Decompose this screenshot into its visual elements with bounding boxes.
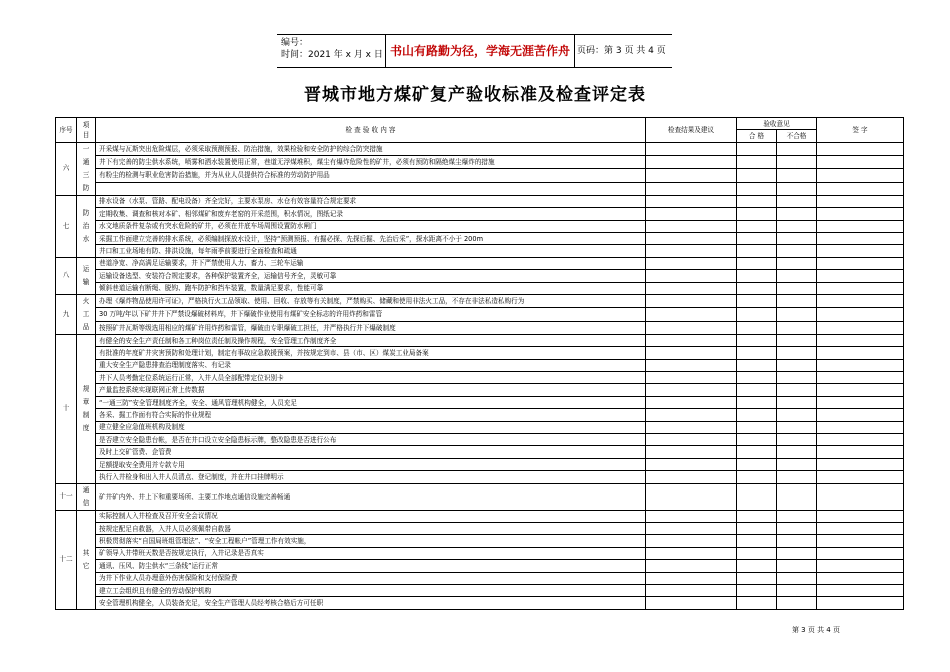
- fail-cell: [777, 270, 817, 282]
- col-seq-header: 序号: [56, 118, 77, 143]
- table-row: [56, 270, 904, 282]
- section-item: 通信: [77, 483, 96, 510]
- result-cell: [646, 359, 737, 371]
- pass-cell: [737, 597, 777, 609]
- fail-cell: [777, 232, 817, 244]
- inspection-content: 有批准的年度矿井灾害预防和处理计划，制定有事故应急救援预案，并按规定到市、县（市、区）煤炭工业局备案: [96, 347, 646, 359]
- pass-cell: [737, 434, 777, 446]
- table-row: [56, 334, 904, 346]
- fail-cell: [777, 208, 817, 220]
- result-cell: [646, 396, 737, 408]
- sign-cell: [817, 334, 904, 346]
- sign-cell: [817, 142, 904, 155]
- result-cell: [646, 510, 737, 522]
- result-cell: [646, 434, 737, 446]
- pass-cell: [737, 142, 777, 155]
- inspection-content: 通讯、压风、防尘供水“三条线”运行正常: [96, 560, 646, 572]
- pass-cell: [737, 471, 777, 483]
- sign-cell: [817, 347, 904, 359]
- result-cell: [646, 547, 737, 559]
- result-cell: [646, 471, 737, 483]
- result-cell: [646, 483, 737, 510]
- inspection-content: 水文地质条件复杂或有突水危险的矿井，必须在井底车场周围设置防水闸门: [96, 220, 646, 232]
- inspection-content: 运输设备选型、安装符合规定要求，各种保护装置齐全，运输信号齐全，灵敏可靠: [96, 270, 646, 282]
- sign-cell: [817, 396, 904, 408]
- col-pass-header: 合 格: [737, 130, 777, 142]
- fail-cell: [777, 396, 817, 408]
- result-cell: [646, 257, 737, 269]
- result-cell: [646, 208, 737, 220]
- sign-cell: [817, 458, 904, 470]
- inspection-content: 有粉尘的检测与职业危害防治措施，并为从业人员提供符合标准的劳动防护用品: [96, 169, 646, 182]
- result-cell: [646, 535, 737, 547]
- sign-cell: [817, 232, 904, 244]
- pass-cell: [737, 522, 777, 534]
- table-row: [56, 359, 904, 371]
- inspection-content: 井下有完善的防尘供水系统，喷雾和洒水装置使用正常，巷道无浮煤堆积，煤尘有爆炸危险性的矿井，必须有预防和隔绝煤尘爆炸的措施: [96, 156, 646, 169]
- sign-cell: [817, 270, 904, 282]
- fail-cell: [777, 294, 817, 307]
- table-row: [56, 597, 904, 609]
- table-row: [56, 257, 904, 269]
- pass-cell: [737, 270, 777, 282]
- pass-cell: [737, 334, 777, 346]
- table-row: [56, 195, 904, 207]
- fail-cell: [777, 257, 817, 269]
- result-cell: [646, 308, 737, 321]
- sign-cell: [817, 257, 904, 269]
- table-row: [56, 384, 904, 396]
- result-cell: [646, 584, 737, 596]
- inspection-content: 实际控制人入井检查及召开安全会议情况: [96, 510, 646, 522]
- section-item: 防治水: [77, 195, 96, 257]
- section-seq: 十: [56, 334, 77, 483]
- pass-cell: [737, 294, 777, 307]
- result-cell: [646, 142, 737, 155]
- fail-cell: [777, 321, 817, 334]
- table-row: [56, 321, 904, 334]
- page-number-label: 页码：第 3 页 共 4 页: [577, 46, 666, 56]
- inspection-content: 足额提取安全费用并专款专用: [96, 458, 646, 470]
- result-cell: [646, 245, 737, 257]
- fail-cell: [777, 421, 817, 433]
- pass-cell: [737, 195, 777, 207]
- result-cell: [646, 220, 737, 232]
- table-row: [56, 245, 904, 257]
- fail-cell: [777, 359, 817, 371]
- section-item: 规章制度: [77, 334, 96, 483]
- pass-cell: [737, 446, 777, 458]
- table-row: [56, 572, 904, 584]
- fail-cell: [777, 597, 817, 609]
- page-footer: 第 3 页 共 4 页: [791, 626, 840, 634]
- fail-cell: [777, 156, 817, 169]
- fail-cell: [777, 584, 817, 596]
- inspection-content: 为井下作业人员办理意外伤害保险和支付保险费: [96, 572, 646, 584]
- inspection-content: 执行入井检身和出入井人员清点、登记制度，并在井口挂牌明示: [96, 471, 646, 483]
- pass-cell: [737, 510, 777, 522]
- sign-cell: [817, 547, 904, 559]
- inspection-content: 有健全的安全生产责任制和各工种岗位责任制及操作规程，安全管理工作制度齐全: [96, 334, 646, 346]
- fail-cell: [777, 142, 817, 155]
- table-row: [56, 294, 904, 307]
- section-item: 火工品: [77, 294, 96, 334]
- sign-cell: [817, 294, 904, 307]
- section-seq: 九: [56, 294, 77, 334]
- pass-cell: [737, 359, 777, 371]
- table-row: [56, 232, 904, 244]
- inspection-content: 矿领导入井带班天数是否按规定执行，入井记录是否真实: [96, 547, 646, 559]
- fail-cell: [777, 245, 817, 257]
- inspection-content: 积极贯彻落实“自国局班组管理法”、“安全工程帐户”管理工作有效实施，: [96, 535, 646, 547]
- section-seq: 六: [56, 142, 77, 195]
- table-row: [56, 396, 904, 408]
- table-row: [56, 434, 904, 446]
- table-row: [56, 372, 904, 384]
- pass-cell: [737, 321, 777, 334]
- fail-cell: [777, 572, 817, 584]
- document-title: 晋城市地方煤矿复产验收标准及检查评定表: [304, 85, 646, 105]
- inspection-content: [96, 182, 646, 195]
- inspection-content: 及时上交矿管费、企管费: [96, 446, 646, 458]
- fail-cell: [777, 220, 817, 232]
- section-seq: 七: [56, 195, 77, 257]
- result-cell: [646, 270, 737, 282]
- pass-cell: [737, 409, 777, 421]
- section-item: 运输: [77, 257, 96, 294]
- sign-cell: [817, 446, 904, 458]
- header-motto: 书山有路勤为径，学海无涯苦作舟: [385, 35, 575, 67]
- section-seq: 十二: [56, 510, 77, 609]
- table-row: [56, 169, 904, 182]
- fail-cell: [777, 458, 817, 470]
- sign-cell: [817, 483, 904, 510]
- fail-cell: [777, 182, 817, 195]
- result-cell: [646, 282, 737, 294]
- sign-cell: [817, 434, 904, 446]
- sign-cell: [817, 359, 904, 371]
- pass-cell: [737, 396, 777, 408]
- col-content-header: 检 查 验 收 内 容: [96, 118, 646, 143]
- pass-cell: [737, 182, 777, 195]
- inspection-content: 井口和工业场地有防、排洪设施，每年雨季前要进行全面检查和疏通: [96, 245, 646, 257]
- sign-cell: [817, 195, 904, 207]
- table-header-row: [56, 118, 904, 130]
- result-cell: [646, 572, 737, 584]
- pass-cell: [737, 257, 777, 269]
- sign-cell: [817, 321, 904, 334]
- sign-cell: [817, 560, 904, 572]
- sign-cell: [817, 220, 904, 232]
- page-header: [277, 34, 672, 68]
- sign-cell: [817, 522, 904, 534]
- table-row: [56, 535, 904, 547]
- pass-cell: [737, 421, 777, 433]
- inspection-content: 采掘工作面建立完善的排水系统，必须编制探放水设计，坚持“预测预报、有掘必探、先探后掘、先治后采”，探水距离不小于 200m: [96, 232, 646, 244]
- pass-cell: [737, 220, 777, 232]
- pass-cell: [737, 308, 777, 321]
- table-row: [56, 483, 904, 510]
- inspection-content: 排水设备（水泵、管路、配电设备）齐全完好，主要水泵房、水仓有效容量符合规定要求: [96, 195, 646, 207]
- result-cell: [646, 182, 737, 195]
- fail-cell: [777, 535, 817, 547]
- result-cell: [646, 522, 737, 534]
- table-row: [56, 560, 904, 572]
- pass-cell: [737, 347, 777, 359]
- col-item-header: 项目: [77, 118, 96, 143]
- table-row: [56, 458, 904, 470]
- inspection-content: 按规定配足自救器，入井人员必须佩带自救器: [96, 522, 646, 534]
- col-fail-header: 不合格: [777, 130, 817, 142]
- inspection-content: 建立健全应急值班机构及制度: [96, 421, 646, 433]
- inspection-content: 重大安全生产隐患排查治理制度落实、有记录: [96, 359, 646, 371]
- result-cell: [646, 169, 737, 182]
- inspection-content: 安全管理机构健全，人员装备充足，安全生产管理人员经考核合格后方可任职: [96, 597, 646, 609]
- inspection-content: “一通三防”安全管理制度齐全，安全、通风管理机构健全，人员充足: [96, 396, 646, 408]
- fail-cell: [777, 446, 817, 458]
- result-cell: [646, 372, 737, 384]
- table-row: [56, 547, 904, 559]
- fail-cell: [777, 522, 817, 534]
- section-seq: 十一: [56, 483, 77, 510]
- fail-cell: [777, 347, 817, 359]
- fail-cell: [777, 308, 817, 321]
- inspection-content: 开采煤与瓦斯突出危险煤层，必须采取预测预报、防治措施，效果检验和安全防护的综合防突措施: [96, 142, 646, 155]
- sign-cell: [817, 421, 904, 433]
- sign-cell: [817, 409, 904, 421]
- table-row: [56, 409, 904, 421]
- table-row: [56, 156, 904, 169]
- table-row: [56, 446, 904, 458]
- inspection-table: [55, 117, 904, 610]
- table-row: [56, 142, 904, 155]
- table-row: [56, 471, 904, 483]
- pass-cell: [737, 458, 777, 470]
- pass-cell: [737, 483, 777, 510]
- sign-cell: [817, 372, 904, 384]
- fail-cell: [777, 195, 817, 207]
- pass-cell: [737, 584, 777, 596]
- date-label: 时间：2021 年 x 月 x 日: [281, 50, 383, 60]
- result-cell: [646, 409, 737, 421]
- result-cell: [646, 384, 737, 396]
- fail-cell: [777, 483, 817, 510]
- sign-cell: [817, 572, 904, 584]
- result-cell: [646, 421, 737, 433]
- inspection-content: 30 万吨/年以下矿井井下严禁设爆破材料库，井下爆破作业使用有煤矿安全标志的许用炸药和雷管: [96, 308, 646, 321]
- table-row: [56, 584, 904, 596]
- table-row: [56, 421, 904, 433]
- inspection-content: 定期收集、调查和核对本矿、相邻煤矿和废弃老窑的开采范围，积水情况，图纸记录: [96, 208, 646, 220]
- fail-cell: [777, 471, 817, 483]
- pass-cell: [737, 156, 777, 169]
- pass-cell: [737, 372, 777, 384]
- table-row: [56, 220, 904, 232]
- result-cell: [646, 294, 737, 307]
- result-cell: [646, 334, 737, 346]
- result-cell: [646, 195, 737, 207]
- table-row: [56, 282, 904, 294]
- fail-cell: [777, 384, 817, 396]
- doc-number-label: 编号：: [281, 38, 309, 48]
- fail-cell: [777, 510, 817, 522]
- pass-cell: [737, 547, 777, 559]
- result-cell: [646, 232, 737, 244]
- pass-cell: [737, 572, 777, 584]
- sign-cell: [817, 308, 904, 321]
- fail-cell: [777, 169, 817, 182]
- section-seq: 八: [56, 257, 77, 294]
- pass-cell: [737, 282, 777, 294]
- fail-cell: [777, 372, 817, 384]
- pass-cell: [737, 535, 777, 547]
- result-cell: [646, 560, 737, 572]
- sign-cell: [817, 156, 904, 169]
- pass-cell: [737, 169, 777, 182]
- result-cell: [646, 597, 737, 609]
- inspection-content: 办理《爆炸物品使用许可证》，严格执行火工品领取、使用、回收、存放等有关制度，严禁购买、储藏和使用非法火工品，不存在非法私造私购行为: [96, 294, 646, 307]
- inspection-content: 按照矿井瓦斯等级选用相应的煤矿许用炸药和雷管，爆破由专职爆破工担任，并严格执行井下爆破制度: [96, 321, 646, 334]
- fail-cell: [777, 560, 817, 572]
- sign-cell: [817, 169, 904, 182]
- result-cell: [646, 156, 737, 169]
- fail-cell: [777, 282, 817, 294]
- table-row: [56, 522, 904, 534]
- col-sign-header: 签 字: [817, 118, 904, 143]
- inspection-content: 建立工会组织且有健全的劳动保护机构: [96, 584, 646, 596]
- inspection-content: 巷道净宽、净高满足运输要求，井下严禁使用人力、畜力、三轮车运输: [96, 257, 646, 269]
- pass-cell: [737, 232, 777, 244]
- table-row: [56, 182, 904, 195]
- sign-cell: [817, 245, 904, 257]
- section-item: 一通三防: [77, 142, 96, 195]
- header-left: [281, 37, 383, 61]
- table-row: [56, 308, 904, 321]
- sign-cell: [817, 510, 904, 522]
- fail-cell: [777, 434, 817, 446]
- inspection-content: 井下人员考勤定位系统运行正常，入井人员全部配带定位识别卡: [96, 372, 646, 384]
- col-result-header: 检查结果及建议: [646, 118, 737, 143]
- sign-cell: [817, 208, 904, 220]
- pass-cell: [737, 560, 777, 572]
- section-item: 其它: [77, 510, 96, 609]
- result-cell: [646, 446, 737, 458]
- sign-cell: [817, 282, 904, 294]
- pass-cell: [737, 245, 777, 257]
- fail-cell: [777, 547, 817, 559]
- result-cell: [646, 458, 737, 470]
- table-row: [56, 347, 904, 359]
- sign-cell: [817, 584, 904, 596]
- inspection-content: 产量监控系统实现联网正常上传数据: [96, 384, 646, 396]
- inspection-content: 矿井矿内外、井上下和重要场所、主要工作地点通信设施完善畅通: [96, 483, 646, 510]
- fail-cell: [777, 409, 817, 421]
- pass-cell: [737, 384, 777, 396]
- col-opinion-header: 验收意见: [737, 118, 817, 130]
- sign-cell: [817, 535, 904, 547]
- table-row: [56, 208, 904, 220]
- inspection-content: 倾斜巷道运输有断绳、脱钩、跑车防护和挡车装置，数量满足要求，性能可靠: [96, 282, 646, 294]
- sign-cell: [817, 597, 904, 609]
- table-body: [56, 142, 904, 609]
- inspection-content: 是否建立安全隐患台帐，是否在井口设立安全隐患标示牌，整改隐患是否进行公布: [96, 434, 646, 446]
- result-cell: [646, 321, 737, 334]
- sign-cell: [817, 384, 904, 396]
- table-row: [56, 510, 904, 522]
- result-cell: [646, 347, 737, 359]
- sign-cell: [817, 471, 904, 483]
- inspection-content: 各采、掘工作面有符合实际的作业规程: [96, 409, 646, 421]
- pass-cell: [737, 208, 777, 220]
- fail-cell: [777, 334, 817, 346]
- sign-cell: [817, 182, 904, 195]
